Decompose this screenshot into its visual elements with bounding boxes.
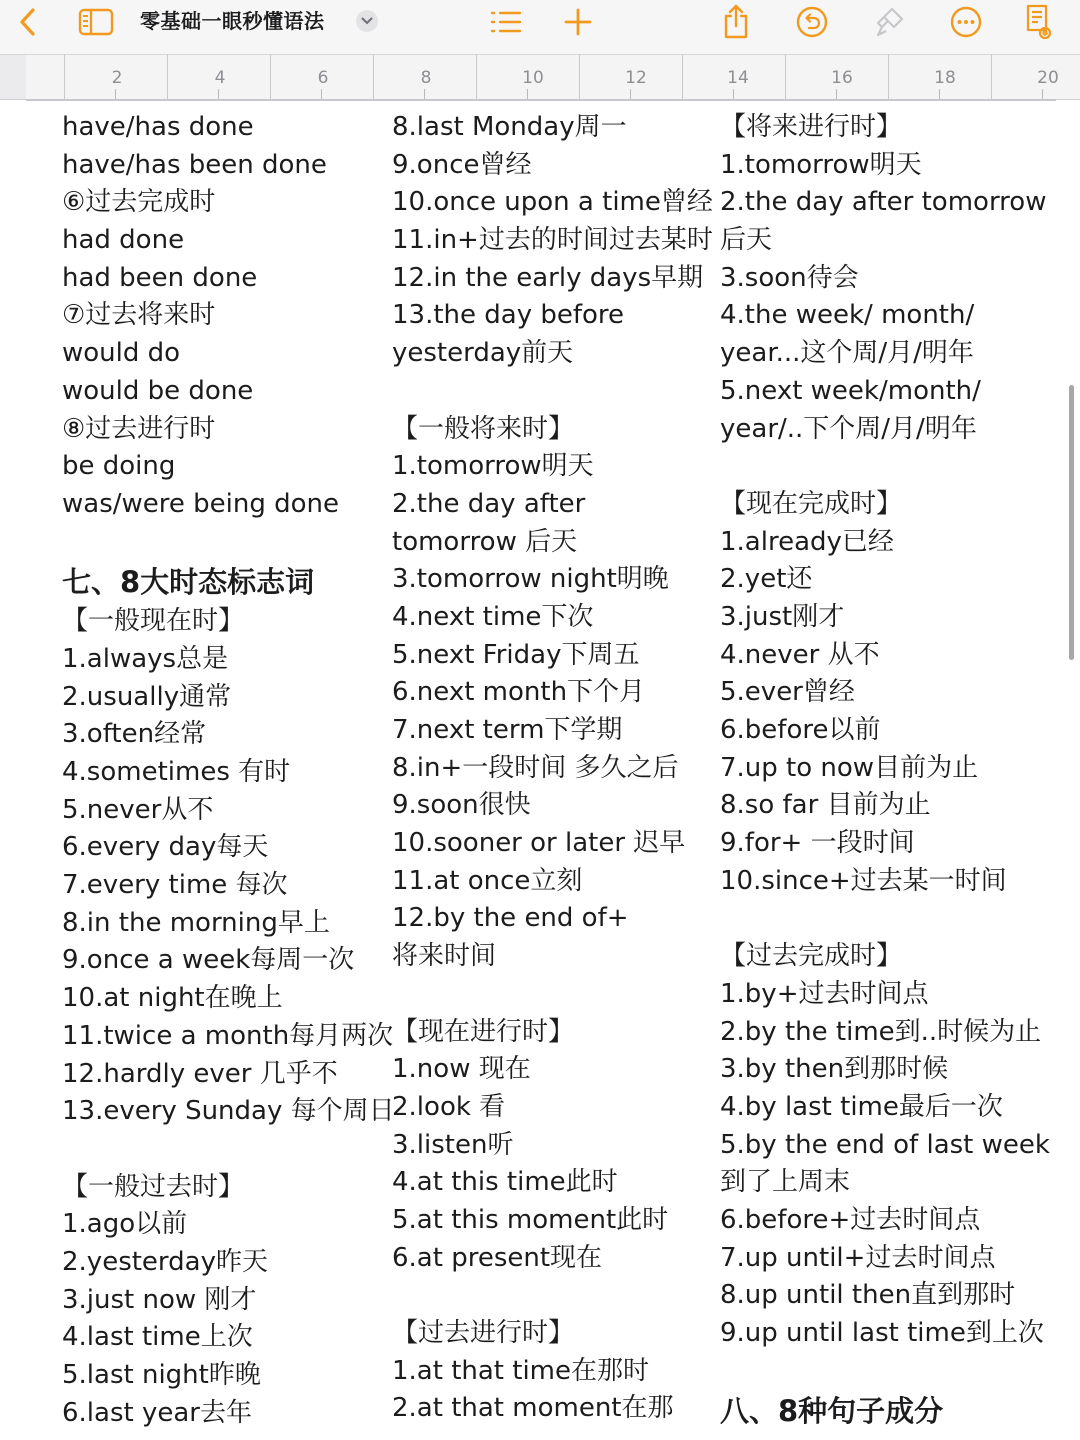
text-line: 5.by the end of last week	[720, 1129, 1050, 1160]
ruler-tick	[424, 89, 425, 99]
text-line: 6.next month下个月	[392, 677, 646, 708]
ruler-tick	[785, 55, 786, 99]
blank-line	[62, 524, 395, 562]
text-column-3[interactable]	[720, 109, 1050, 1432]
text-line: 8.up until then直到那时	[720, 1280, 1016, 1311]
text-line: 【过去完成时】	[720, 941, 903, 972]
text-line: have/has done	[62, 112, 254, 142]
ruler-tick	[682, 55, 683, 99]
text-line: 8.last Monday周一	[392, 112, 627, 142]
text-line: 6.at present现在	[392, 1242, 603, 1273]
ruler-number: 12	[625, 68, 647, 88]
text-line: 3.by then到那时候	[720, 1054, 949, 1085]
document-title[interactable]: 零基础一眼秒懂语法	[140, 9, 325, 33]
text-line: 3.often经常	[62, 719, 207, 750]
text-line: 2.by the time到..时候为止	[720, 1016, 1042, 1047]
text-line: 5.never从不	[62, 794, 214, 825]
ruler-tick	[733, 89, 734, 99]
ruler-tick	[579, 55, 580, 99]
text-line: 3.just now 刚才	[62, 1284, 257, 1315]
blank-line	[62, 1131, 395, 1169]
text-line: be doing	[62, 451, 176, 482]
text-line: 8.in+一段时间 多久之后	[392, 752, 679, 783]
blank-line	[720, 448, 1050, 486]
ruler-number: 18	[934, 68, 956, 88]
text-line: was/were being done	[62, 488, 339, 519]
text-line: 1.by+过去时间点	[720, 978, 929, 1009]
text-line: 5.at this moment此时	[392, 1204, 669, 1235]
ruler-number: 4	[214, 68, 226, 88]
text-line: 5.next Friday下周五	[392, 639, 640, 670]
section-heading: 八、8种句子成分	[720, 1394, 944, 1429]
text-line: 2.the day after tomorrow	[720, 187, 1047, 218]
text-line: 7.every time 每次	[62, 870, 288, 901]
ruler-tick	[991, 55, 992, 99]
text-line: 1.already已经	[720, 526, 894, 557]
text-line: 3.tomorrow night明晚	[392, 564, 669, 595]
blank-line	[392, 373, 713, 411]
text-line: 2.usually通常	[62, 681, 232, 712]
document-page[interactable]	[0, 101, 1080, 1440]
text-line: 12.in the early days早期	[392, 262, 704, 293]
text-line: 11.in+过去的时间过去某时	[392, 225, 713, 256]
text-line: 4.the week/ month/	[720, 300, 975, 331]
text-line: 7.up until+过去时间点	[720, 1242, 996, 1273]
toolbar	[0, 0, 1080, 54]
ruler-tick	[270, 55, 271, 99]
ruler-tick	[476, 55, 477, 99]
text-line: 【现在进行时】	[392, 1016, 575, 1047]
text-line: 7.next term下学期	[392, 715, 623, 745]
ruler-tick	[1042, 89, 1043, 99]
blank-line	[392, 1277, 713, 1315]
text-line: 11.twice a month每月两次	[62, 1020, 394, 1051]
text-line: 【将来进行时】	[720, 112, 903, 142]
text-line: 8.so far 目前为止	[720, 790, 931, 821]
text-line: year...这个周/月/明年	[720, 338, 974, 369]
text-line: 4.next time下次	[392, 601, 594, 632]
text-line: 4.sometimes 有时	[62, 757, 291, 787]
ruler-number: 16	[831, 68, 853, 88]
text-line: had done	[62, 225, 185, 256]
text-line: 9.for+ 一段时间	[720, 828, 915, 859]
text-line: 5.ever曾经	[720, 677, 855, 708]
text-line: 【一般现在时】	[62, 606, 245, 637]
text-line: tomorrow 后天	[392, 526, 578, 557]
share-icon[interactable]	[716, 0, 756, 44]
ruler[interactable]	[0, 54, 1080, 100]
text-line: 2.the day after	[392, 488, 586, 519]
text-line: 5.last night昨晚	[62, 1360, 261, 1390]
text-line: 5.next week/month/	[720, 375, 981, 406]
text-line: 6.before以前	[720, 715, 881, 745]
ruler-tick	[167, 55, 168, 99]
sidebar-icon[interactable]	[76, 0, 116, 44]
text-line: 8.in the morning早上	[62, 907, 330, 938]
text-line: 4.never 从不	[720, 639, 880, 670]
ruler-tick	[527, 89, 528, 99]
text-line: 11.at once立刻	[392, 865, 583, 896]
ruler-number: 8	[420, 68, 432, 88]
text-line: 后天	[720, 225, 773, 256]
text-line: 12.hardly ever 几乎不	[62, 1058, 338, 1089]
ruler-tick	[218, 89, 219, 99]
blank-line	[392, 976, 713, 1014]
list-icon[interactable]	[486, 0, 526, 44]
text-line: 9.once a week每周一次	[62, 945, 355, 976]
blank-line	[720, 900, 1050, 938]
ruler-number: 6	[317, 68, 329, 88]
text-line: 13.the day before	[392, 300, 625, 331]
text-line: 1.ago以前	[62, 1209, 188, 1240]
ruler-number: 20	[1037, 68, 1059, 88]
text-line: 6.before+过去时间点	[720, 1204, 981, 1235]
text-line: had been done	[62, 262, 258, 293]
text-line: 1.at that time在那时	[392, 1355, 650, 1386]
text-line: 10.at night在晚上	[62, 983, 283, 1014]
text-line: 1.now 现在	[392, 1054, 531, 1085]
text-line: 6.every day每天	[62, 832, 269, 863]
text-line: ⑧过去进行时	[62, 413, 216, 444]
text-line: 7.up to now目前为止	[720, 752, 979, 783]
text-line: 【过去进行时】	[392, 1318, 575, 1348]
ruler-number: 2	[111, 68, 123, 88]
text-line: 到了上周末	[720, 1167, 851, 1198]
ruler-tick	[836, 89, 837, 99]
text-line: 10.once upon a time曾经	[392, 187, 713, 218]
text-line: 2.yesterday昨天	[62, 1246, 268, 1277]
ruler-tick	[939, 89, 940, 99]
text-line: 1.always总是	[62, 643, 229, 674]
plus-icon[interactable]	[558, 0, 598, 44]
text-line: 4.at this time此时	[392, 1167, 618, 1198]
ruler-number: 14	[727, 68, 749, 88]
more-icon[interactable]	[944, 0, 988, 44]
back-chevron-icon[interactable]	[8, 0, 48, 44]
text-line: 12.by the end of+	[392, 903, 629, 934]
text-line: would be done	[62, 375, 254, 406]
ruler-tick	[64, 55, 65, 99]
text-line: 3.listen听	[392, 1129, 514, 1160]
text-line: 3.soon待会	[720, 262, 859, 293]
document-settings-icon[interactable]	[1018, 0, 1058, 44]
ruler-tick	[630, 89, 631, 99]
text-line: 2.at that moment在那	[392, 1393, 674, 1424]
text-column-1[interactable]	[62, 109, 395, 1432]
section-heading: 七、8大时态标志词	[62, 565, 315, 600]
ruler-tick	[888, 55, 889, 99]
text-line: 13.every Sunday 每个周日	[62, 1096, 395, 1127]
ruler-tick	[115, 89, 116, 99]
text-line: 10.since+过去某一时间	[720, 865, 1007, 896]
text-line: 4.by last time最后一次	[720, 1091, 1003, 1122]
ruler-number: 10	[522, 68, 544, 88]
text-line: 【一般过去时】	[62, 1171, 245, 1202]
undo-icon[interactable]	[790, 0, 834, 44]
text-line: 10.sooner or later 迟早	[392, 828, 686, 859]
text-line: 1.tomorrow明天	[720, 149, 922, 180]
text-line: 【一般将来时】	[392, 413, 575, 444]
text-line: 6.last year去年	[62, 1397, 252, 1428]
text-line: 将来时间	[392, 941, 497, 972]
text-line: 3.just刚才	[720, 601, 845, 632]
text-line: 【现在完成时】	[720, 488, 903, 519]
blank-line	[720, 1353, 1050, 1391]
brush-icon[interactable]	[868, 0, 912, 44]
ruler-tick	[373, 55, 374, 99]
text-line: 4.last time上次	[62, 1322, 253, 1353]
text-column-2[interactable]	[392, 109, 713, 1428]
text-line: 9.up until last time到上次	[720, 1318, 1044, 1348]
text-line: have/has been done	[62, 149, 327, 180]
text-line: would do	[62, 338, 181, 369]
text-line: ⑦过去将来时	[62, 300, 216, 331]
text-line: 1.tomorrow明天	[392, 451, 594, 482]
ruler-tick	[321, 89, 322, 99]
text-line: ⑥过去完成时	[62, 187, 216, 218]
text-line: 2.look 看	[392, 1091, 506, 1122]
vertical-scrollbar[interactable]	[1069, 385, 1074, 660]
text-line: 9.once曾经	[392, 149, 532, 180]
text-line: yesterday前天	[392, 338, 574, 369]
text-line: 2.yet还	[720, 564, 813, 595]
text-line: year/..下个周/月/明年	[720, 413, 977, 444]
chevron-down-icon[interactable]	[356, 10, 378, 32]
ruler-track	[26, 55, 1080, 99]
text-line: 9.soon很快	[392, 790, 531, 821]
